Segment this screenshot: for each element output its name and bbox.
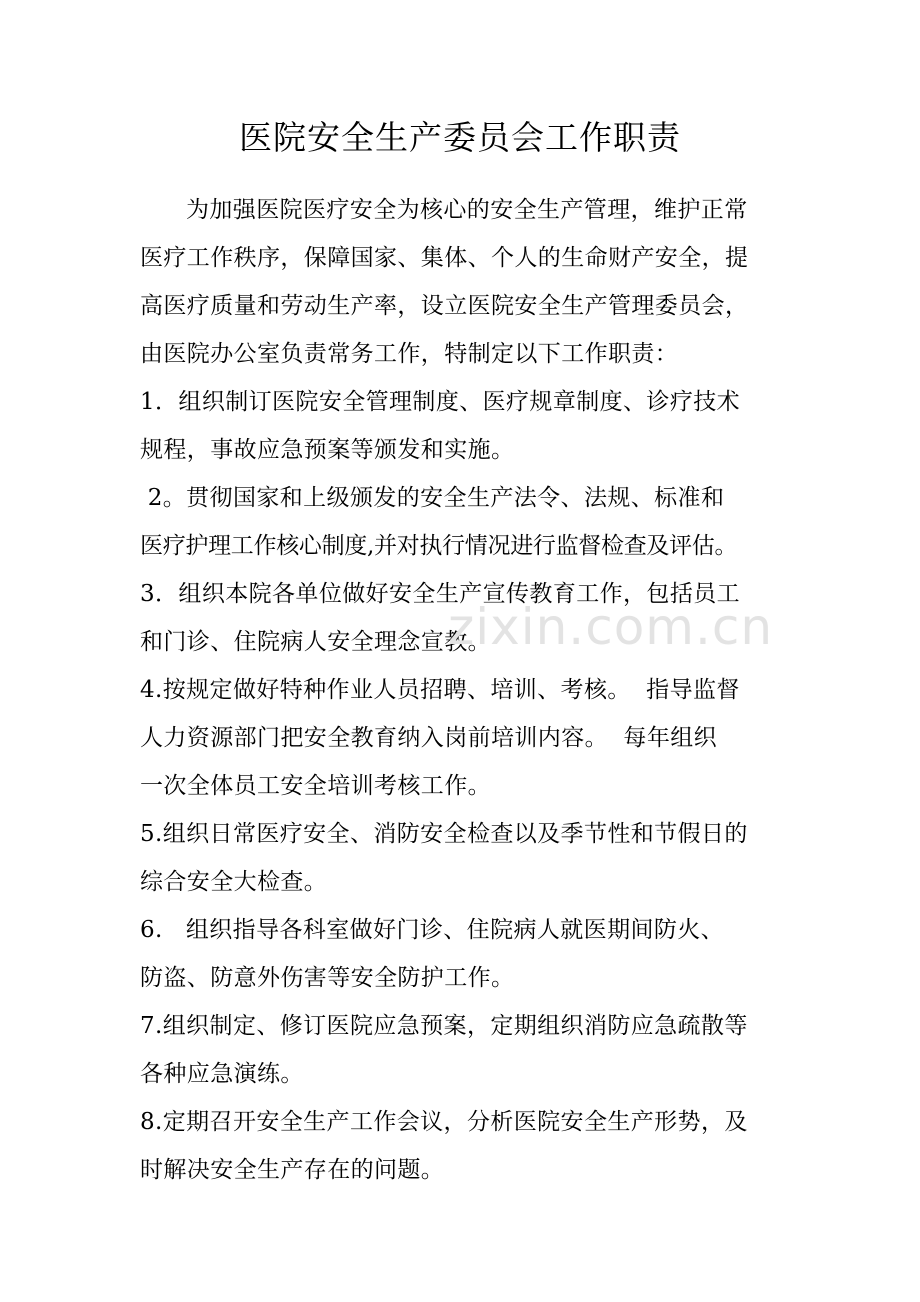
intro-paragraph	[140, 186, 788, 378]
item-line: 时解决安全生产存在的问题。	[140, 1157, 445, 1183]
intro-line: 医疗工作秩序，保障国家、集体、个人的生命财产安全，提	[140, 245, 749, 271]
item-line: 防盗、防意外伤害等安全防护工作。	[140, 965, 515, 991]
duty-item-1	[140, 378, 788, 474]
item-line: 5.组织日常医疗安全、消防安全检查以及季节性和节假日的	[140, 821, 748, 847]
item-line: 综合安全大检查。	[140, 869, 328, 895]
item-line: 医疗护理工作核心制度,并对执行情况进行监督检查及评估。	[140, 533, 738, 559]
intro-line: 高医疗质量和劳动生产率，设立医院安全生产管理委员会，	[140, 293, 749, 319]
duty-item-6	[140, 906, 788, 1002]
intro-line: 由医院办公室负责常务工作，特制定以下工作职责：	[140, 341, 679, 367]
intro-line: 为加强医院医疗安全为核心的安全生产管理，维护正常	[186, 197, 748, 223]
item-line: 一次全体员工安全培训考核工作。	[140, 773, 491, 799]
item-line: 7.组织制定、修订医院应急预案，定期组织消防应急疏散等	[140, 1013, 748, 1039]
item-line: 2。贯彻国家和上级颁发的安全生产法令、法规、标准和	[140, 485, 725, 511]
item-line: 和门诊、住院病人安全理念宣教。	[140, 629, 491, 655]
item-line: 4.按规定做好特种作业人员招聘、培训、考核。 指导监督	[140, 677, 740, 703]
duty-item-8	[140, 1098, 788, 1194]
duty-item-4	[140, 666, 788, 810]
duty-item-7	[140, 1002, 788, 1098]
duty-item-2	[140, 474, 788, 570]
item-line: 人力资源部门把安全教育纳入岗前培训内容。 每年组织	[140, 725, 718, 751]
item-line: 规程，事故应急预案等颁发和实施。	[140, 437, 515, 463]
item-line: 6. 组织指导各科室做好门诊、住院病人就医期间防火、	[140, 917, 725, 943]
watermark: zixin.com.cn	[448, 598, 774, 656]
item-line: 1．组织制订医院安全管理制度、医疗规章制度、诊疗技术	[140, 389, 741, 415]
item-line: 3．组织本院各单位做好安全生产宣传教育工作，包括员工	[140, 581, 741, 607]
document-title: 医院安全生产委员会工作职责	[239, 118, 681, 157]
duty-item-5	[140, 810, 788, 906]
item-line: 8.定期召开安全生产工作会议，分析医院安全生产形势，及	[140, 1109, 748, 1135]
item-line: 各种应急演练。	[140, 1061, 304, 1087]
